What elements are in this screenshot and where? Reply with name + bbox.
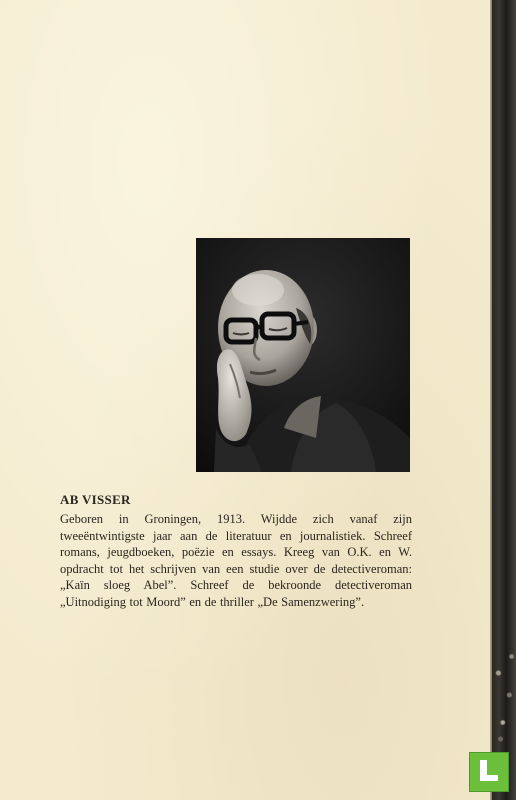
author-name: AB VISSER <box>60 492 131 507</box>
author-bio <box>60 492 412 611</box>
author-bio-text: Geboren in Groningen, 1913. Wijdde zich vanaf zijn tweeëntwintigste jaar aan de literatuur en journalistiek. Schreef romans, jeugdboeken, poëzie en essays. Kreeg van O.K. en W. opdracht tot het schrijven van een studie over de detectiveroman: „Kaïn sloeg Abel”. Schreef de bekroonde detectiveroman „Uitnodiging tot Moord” en de thriller „De Samenzwering”. <box>60 512 412 609</box>
l-logo-icon <box>469 752 509 792</box>
author-portrait-image <box>196 238 410 472</box>
author-photo <box>196 238 410 472</box>
spine-wear <box>494 640 516 750</box>
logo-l-foot <box>480 775 498 781</box>
